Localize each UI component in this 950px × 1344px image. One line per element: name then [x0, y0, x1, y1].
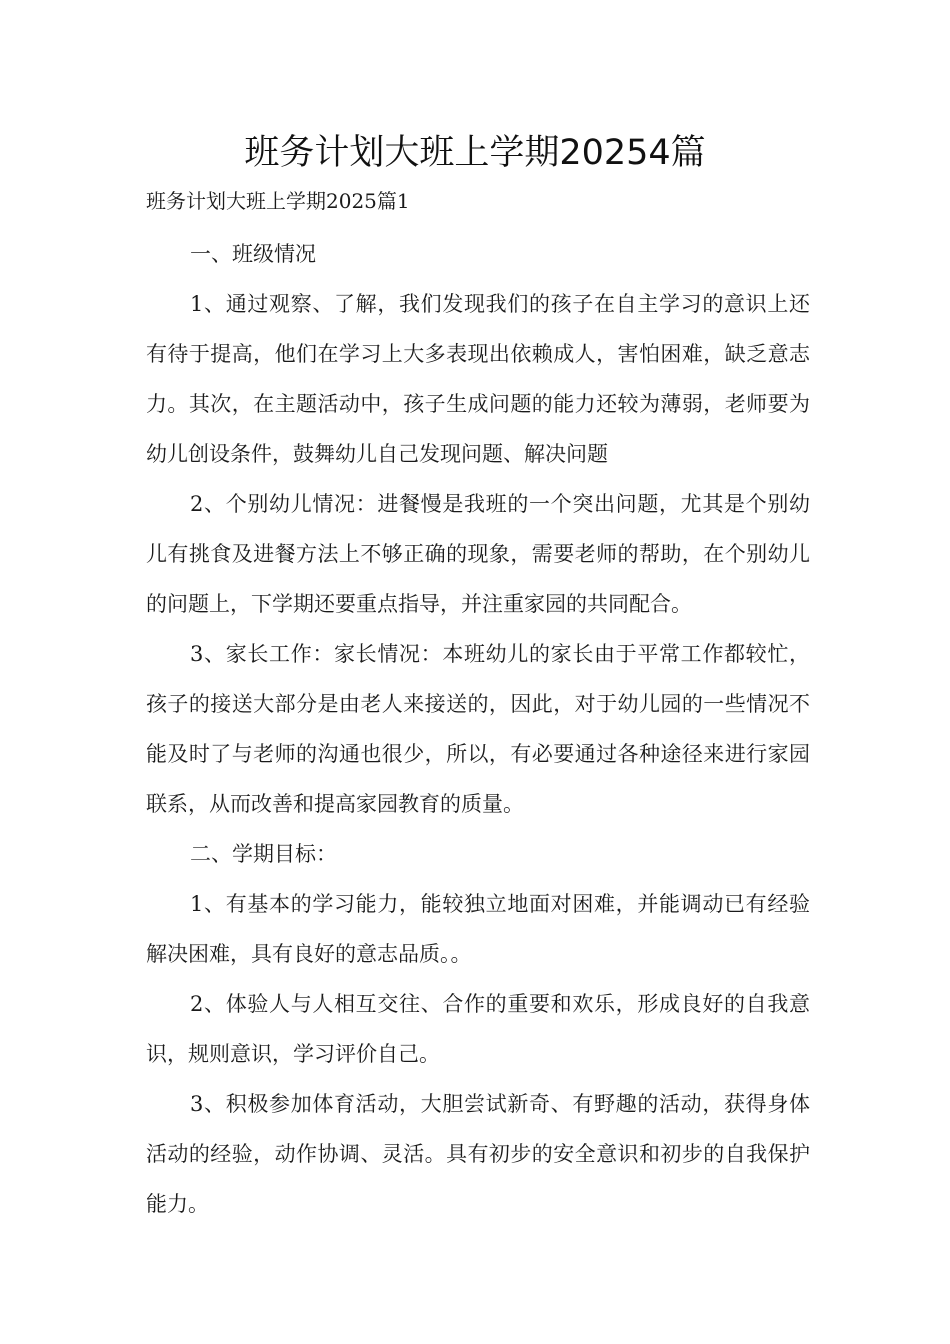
paragraph-parent-work: 3、家长工作：家长情况：本班幼儿的家长由于平常工作都较忙，孩子的接送大部分是由老人来接送的，因此，对于幼儿园的一些情况不能及时了与老师的沟通也很少，所以，有必要通过各种途径来进行家园联系，从而改善和提高家园教育的质量。: [146, 642, 810, 816]
document-title: 班务计划大班上学期20254篇: [244, 133, 706, 173]
document-subtitle: 班务计划大班上学期2025篇1: [146, 189, 410, 213]
paragraph-individual-children: 2、个别幼儿情况：进餐慢是我班的一个突出问题，尤其是个别幼儿有挑食及进餐方法上不够正确的现象，需要老师的帮助，在个别幼儿的问题上，下学期还要重点指导，并注重家园的共同配合。: [146, 492, 810, 616]
section-heading-class-situation: 一、班级情况: [190, 242, 316, 266]
paragraph-self-learning: 1、通过观察、了解，我们发现我们的孩子在自主学习的意识上还有待于提高，他们在学习上大多表现出依赖成人，害怕困难，缺乏意志力。其次，在主题活动中，孩子生成问题的能力还较为薄弱，老师要为幼儿创设条件，鼓舞幼儿自己发现问题、解决问题: [146, 292, 810, 466]
paragraph-goal-cooperation: 2、体验人与人相互交往、合作的重要和欢乐，形成良好的自我意识，规则意识，学习评价自己。: [146, 992, 810, 1066]
section-heading-semester-goals: 二、学期目标：: [190, 842, 337, 866]
document-body: [146, 229, 810, 1229]
paragraph-goal-physical-activity: 3、积极参加体育活动，大胆尝试新奇、有野趣的活动，获得身体活动的经验，动作协调、灵活。具有初步的安全意识和初步的自我保护能力。: [146, 1092, 810, 1216]
paragraph-goal-learning-ability: 1、有基本的学习能力，能较独立地面对困难，并能调动已有经验解决困难，具有良好的意志品质。。: [146, 892, 810, 966]
